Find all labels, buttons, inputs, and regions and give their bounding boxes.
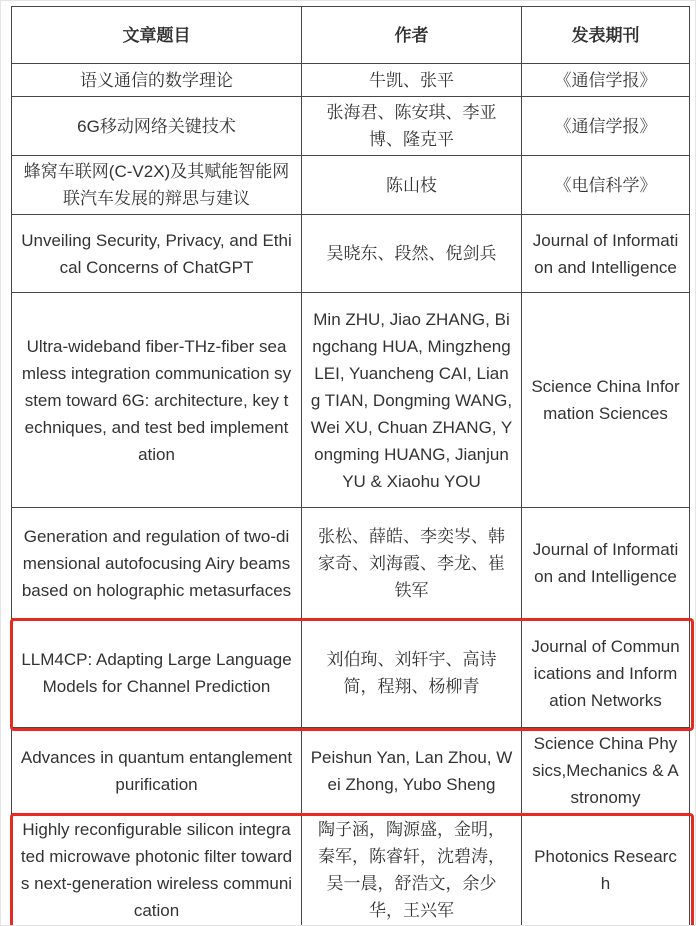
journal-cell: Journal of Information and Intelligence [522, 508, 690, 619]
journal-cell: Science China Physics,Mechanics & Astronomy [522, 728, 690, 814]
journal-cell: 《通信学报》 [522, 64, 690, 97]
authors-cell: Min ZHU, Jiao ZHANG, Bingchang HUA, Mingzheng LEI, Yuancheng CAI, Liang TIAN, Dongming WANG, Wei XU, Chuan ZHANG, Yongming HUANG, Jianjun YU & Xiaohu YOU [302, 293, 522, 508]
table-row [12, 97, 690, 156]
table-row [12, 293, 690, 508]
table-row [12, 156, 690, 215]
authors-cell: 陶子涵，陶源盛，金明，秦军，陈睿轩，沈碧涛，吴一晨，舒浩文，余少华，王兴军 [302, 814, 522, 926]
column-header-title: 文章题目 [12, 7, 302, 64]
table-row [12, 508, 690, 619]
title-cell: Ultra-wideband fiber-THz-fiber seamless integration communication system toward 6G: architecture, key techniques, and test bed implementation [12, 293, 302, 508]
table-row [12, 64, 690, 97]
journal-cell: Photonics Research [522, 814, 690, 926]
journal-cell: 《通信学报》 [522, 97, 690, 156]
authors-cell: 牛凯、张平 [302, 64, 522, 97]
table-row-highlighted [12, 814, 690, 926]
title-cell: Highly reconfigurable silicon integrated microwave photonic filter towards next-generation wireless communication [12, 814, 302, 926]
articles-table [11, 6, 690, 926]
column-header-journal: 发表期刊 [522, 7, 690, 64]
authors-cell: 吴晓东、段然、倪剑兵 [302, 215, 522, 293]
table-header-row [12, 7, 690, 64]
authors-cell: Peishun Yan, Lan Zhou, Wei Zhong, Yubo Sheng [302, 728, 522, 814]
title-cell: 语义通信的数学理论 [12, 64, 302, 97]
column-header-authors: 作者 [302, 7, 522, 64]
journal-cell: 《电信科学》 [522, 156, 690, 215]
journal-cell: Journal of Communications and Information Networks [522, 619, 690, 728]
authors-cell: 刘伯珣、刘轩宇、高诗简，程翔、杨柳青 [302, 619, 522, 728]
title-cell: Generation and regulation of two-dimensional autofocusing Airy beams based on holographic metasurfaces [12, 508, 302, 619]
authors-cell: 张松、薛皓、李奕岑、韩家奇、刘海霞、李龙、崔铁军 [302, 508, 522, 619]
authors-cell: 张海君、陈安琪、李亚博、隆克平 [302, 97, 522, 156]
title-cell: Unveiling Security, Privacy, and Ethical Concerns of ChatGPT [12, 215, 302, 293]
table-row [12, 728, 690, 814]
table-row [12, 215, 690, 293]
title-cell: 6G移动网络关键技术 [12, 97, 302, 156]
journal-cell: Journal of Information and Intelligence [522, 215, 690, 293]
authors-cell: 陈山枝 [302, 156, 522, 215]
title-cell: 蜂窝车联网(C-V2X)及其赋能智能网联汽车发展的辩思与建议 [12, 156, 302, 215]
title-cell: LLM4CP: Adapting Large Language Models for Channel Prediction [12, 619, 302, 728]
title-cell: Advances in quantum entanglement purification [12, 728, 302, 814]
journal-cell: Science China Information Sciences [522, 293, 690, 508]
table-row-highlighted [12, 619, 690, 728]
